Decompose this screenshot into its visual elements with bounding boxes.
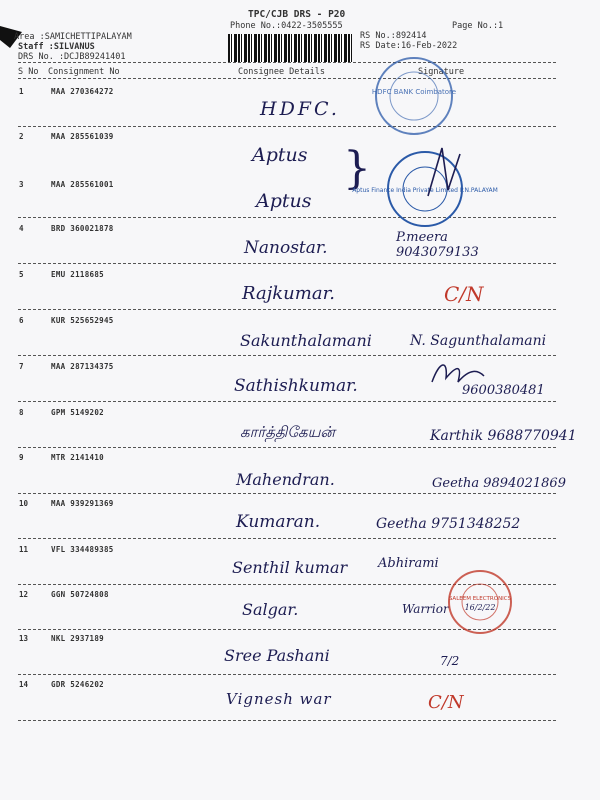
page-title: TPC/CJB DRS - P20: [248, 9, 346, 20]
row-consignee: Nanostar.: [244, 238, 328, 258]
row-sno: 11: [19, 545, 29, 554]
column-sno: S No: [18, 67, 39, 77]
row-consignee: Kumaran.: [236, 512, 321, 532]
drs-number: DRS No. :DCJB89241401: [18, 52, 126, 62]
row-note: Geetha 9894021869: [432, 476, 566, 491]
row-divider: [18, 538, 556, 539]
row-note: N. Sagunthalamani: [410, 333, 547, 349]
row-consignment: MAA 285561039: [51, 132, 114, 141]
row-sno: 5: [19, 270, 24, 279]
row-divider: [18, 493, 556, 494]
row-divider: [18, 401, 556, 402]
row-sno: 2: [19, 132, 24, 141]
row-consignment: KUR 525652945: [51, 316, 114, 325]
row-note: Karthik 9688770941: [430, 428, 577, 444]
row-note: C/N: [428, 692, 464, 713]
row-sno: 14: [19, 680, 29, 689]
row-divider: [18, 674, 556, 675]
row-sno: 12: [19, 590, 29, 599]
row-consignee: Aptus: [252, 144, 308, 166]
row-note: P.meera 9043079133: [396, 230, 479, 260]
aptus-stamp-text: Aptus Finance India Private Limited P.N.PALAYAM: [352, 187, 498, 194]
row-note: C/N: [444, 282, 484, 306]
row-consignment: MTR 2141410: [51, 453, 104, 462]
row-sno: 4: [19, 224, 24, 233]
row-divider: [18, 447, 556, 448]
stamp-date: 16/2/22: [464, 603, 496, 612]
row-sno: 10: [19, 499, 29, 508]
page-number: Page No.:1: [452, 21, 504, 31]
row-consignment: GDR 5246202: [51, 680, 104, 689]
row-consignment: GGN 50724808: [51, 590, 109, 599]
row-consignee: Senthil kumar: [232, 558, 348, 577]
row-consignee: Sakunthalamani: [240, 331, 372, 350]
staff: Staff :SILVANUS: [18, 42, 95, 52]
electronics-stamp: [446, 568, 514, 636]
row-consignment: BRD 360021878: [51, 224, 114, 233]
row-divider: [18, 217, 556, 218]
signature-scribble: [428, 356, 488, 390]
row-sno: 7: [19, 362, 24, 371]
row-divider: [18, 309, 556, 310]
row-consignee: Rajkumar.: [242, 283, 335, 304]
column-consignee-details: Consignee Details: [238, 67, 325, 77]
row-consignee: Mahendran.: [236, 470, 335, 489]
row-consignment: MAA 285561001: [51, 180, 114, 189]
row-consignment: VFL 334489385: [51, 545, 114, 554]
bank-stamp: [372, 54, 456, 138]
column-signature: Signature: [418, 67, 465, 77]
row-sno: 9: [19, 453, 24, 462]
column-consignment: Consignment No: [48, 67, 120, 77]
row-consignment: MAA 287134375: [51, 362, 114, 371]
row-consignee: Sathishkumar.: [234, 376, 358, 396]
row-sno: 6: [19, 316, 24, 325]
brace-mark: }: [343, 143, 371, 194]
row-consignee: Aptus: [256, 190, 312, 212]
row-note: Warrior: [402, 602, 449, 616]
row-sno: 13: [19, 634, 29, 643]
row-consignment: GPM 5149202: [51, 408, 104, 417]
barcode: [228, 34, 352, 62]
row-consignment: NKL 2937189: [51, 634, 104, 643]
electronics-stamp-text: SALEEM ELECTRONICS: [448, 596, 512, 602]
row-sno: 3: [19, 180, 24, 189]
row-note: 9600380481: [462, 383, 545, 398]
row-note: Geetha 9751348252: [376, 516, 521, 532]
rs-number: RS No.:892414: [360, 31, 427, 41]
row-divider: [18, 126, 556, 127]
row-consignment: MAA 270364272: [51, 87, 114, 96]
row-consignee: Salgar.: [242, 600, 299, 619]
header-divider-top: [18, 62, 556, 63]
row-consignment: MAA 939291369: [51, 499, 114, 508]
phone-number: Phone No.:0422-3505555: [230, 21, 343, 31]
row-consignee: HDFC.: [260, 98, 340, 120]
row-note: 7/2: [440, 654, 460, 668]
bank-stamp-text: HDFC BANK Coimbatore: [371, 88, 457, 96]
row-consignee: Sree Pashani: [224, 646, 330, 665]
row-sno: 8: [19, 408, 24, 417]
area: Area :SAMICHETTIPALAYAM: [14, 32, 132, 42]
row-consignment: EMU 2118685: [51, 270, 104, 279]
row-consignee: Vignesh war: [226, 690, 332, 708]
aptus-signature: [420, 142, 470, 202]
row-note: Abhirami: [378, 556, 439, 571]
row-divider: [18, 263, 556, 264]
row-divider: [18, 720, 556, 721]
header-divider-bottom: [18, 78, 556, 79]
rs-date: RS Date:16-Feb-2022: [360, 41, 458, 51]
row-consignee: கார்த்திகேயன்: [240, 423, 335, 441]
row-sno: 1: [19, 87, 24, 96]
